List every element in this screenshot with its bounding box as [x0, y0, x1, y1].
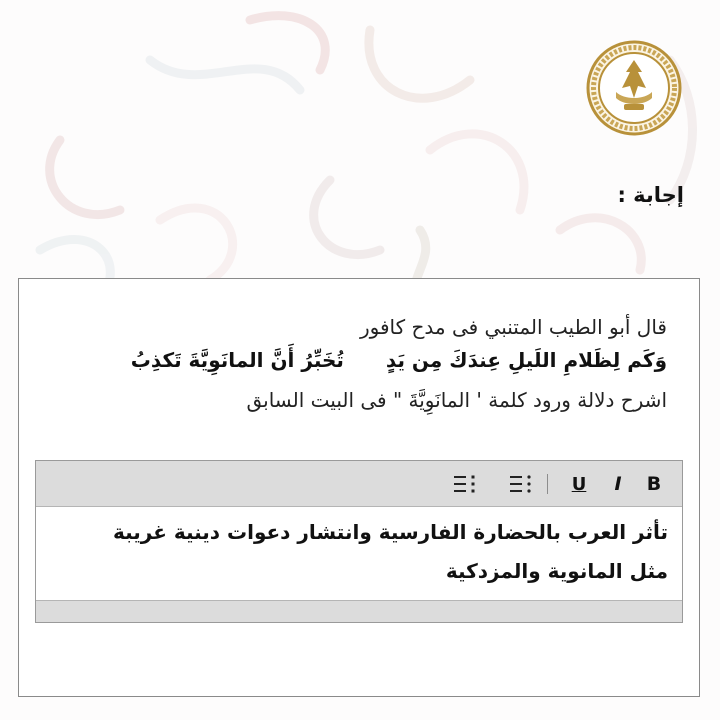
toolbar-divider [547, 474, 548, 494]
answer-editor [35, 460, 683, 623]
numbered-list-icon[interactable] [508, 472, 534, 496]
verse-second-half: تُخَبِّرُ أَنَّ المانَوِيَّةَ تَكذِبُ [130, 348, 344, 372]
answer-line-2: مثل المانوية والمزدكية [445, 559, 668, 583]
answer-line-1: تأثر العرب بالحضارة الفارسية وانتشار دعوات دينية غريبة [112, 520, 668, 544]
answer-text-area[interactable] [36, 507, 682, 601]
poetry-verse [131, 348, 667, 372]
editor-toolbar [36, 461, 682, 507]
italic-icon[interactable]: I [614, 473, 622, 495]
bullet-list-icon[interactable] [452, 472, 478, 496]
editor-status-bar [36, 600, 682, 622]
question-card [18, 278, 700, 697]
question-intro: قال أبو الطيب المتنبي فى مدح كافور [359, 315, 667, 339]
underline-icon[interactable]: U [571, 473, 587, 495]
ministry-seal-logo [586, 40, 682, 136]
verse-first-half: وَكَم لِظَلامِ اللَيلِ عِندَكَ مِن يَدٍ [385, 348, 667, 372]
question-prompt: اشرح دلالة ورود كلمة ' المانَوِيَّةَ " فى البيت السابق [246, 388, 667, 412]
answer-text [113, 513, 668, 591]
bold-icon[interactable]: B [646, 473, 662, 495]
answer-label: إجابة : [617, 183, 684, 207]
